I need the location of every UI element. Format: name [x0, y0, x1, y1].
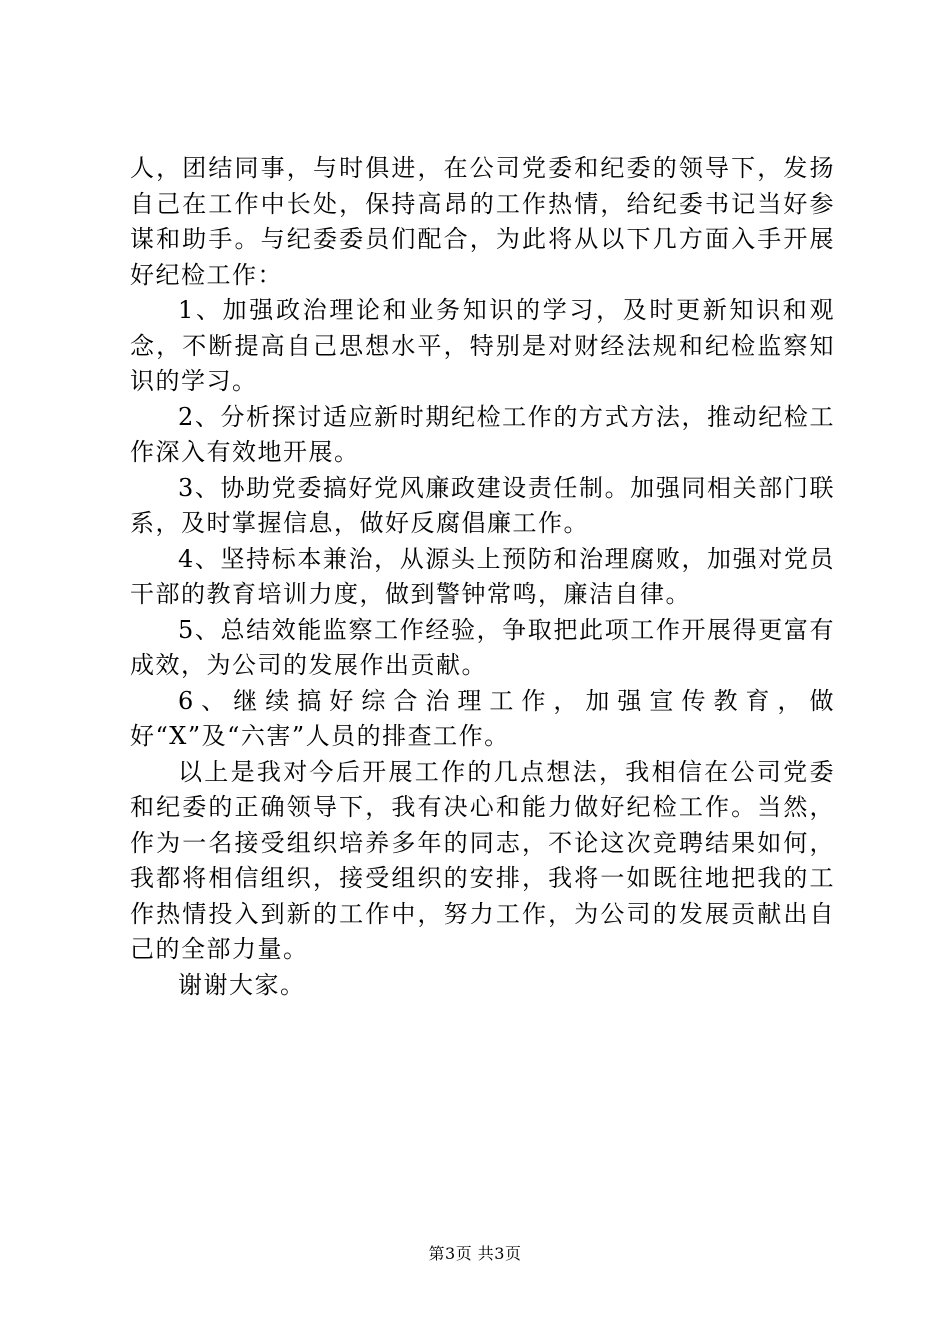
page-number-label: 第3页 共3页 — [428, 1244, 522, 1263]
page-footer — [0, 1243, 950, 1265]
paragraph-item-1: 1、加强政治理论和业务知识的学习，及时更新知识和观念，不断提高自己思想水平，特别是对财经法规和纪检监察知识的学习。 — [130, 296, 835, 395]
paragraph-conclusion: 以上是我对今后开展工作的几点想法，我相信在公司党委和纪委的正确领导下，我有决心和能力做好纪检工作。当然，作为一名接受组织培养多年的同志，不论这次竞聘结果如何，我都将相信组织，接受组织的安排，我将一如既往地把我的工作热情投入到新的工作中，努力工作，为公司的发展贡献出自己的全部力量。 — [130, 757, 835, 963]
document-body — [130, 151, 835, 1003]
paragraph-item-6: 6、继续搞好综合治理工作，加强宣传教育，做好“X”及“六害”人员的排查工作。 — [130, 686, 835, 750]
paragraph-item-3: 3、协助党委搞好党风廉政建设责任制。加强同相关部门联系，及时掌握信息，做好反腐倡廉工作。 — [130, 473, 835, 537]
paragraph-item-2: 2、分析探讨适应新时期纪检工作的方式方法，推动纪检工作深入有效地开展。 — [130, 402, 835, 466]
paragraph-item-4: 4、坚持标本兼治，从源头上预防和治理腐败，加强对党员干部的教育培训力度，做到警钟常鸣，廉洁自律。 — [130, 544, 835, 608]
paragraph-continuation: 人，团结同事，与时俱进，在公司党委和纪委的领导下，发扬自己在工作中长处，保持高昂的工作热情，给纪委书记当好参谋和助手。与纪委委员们配合，为此将从以下几方面入手开展好纪检工作： — [130, 154, 835, 289]
paragraph-item-5: 5、总结效能监察工作经验，争取把此项工作开展得更富有成效，为公司的发展作出贡献。 — [130, 615, 835, 679]
paragraph-thanks: 谢谢大家。 — [178, 970, 306, 999]
